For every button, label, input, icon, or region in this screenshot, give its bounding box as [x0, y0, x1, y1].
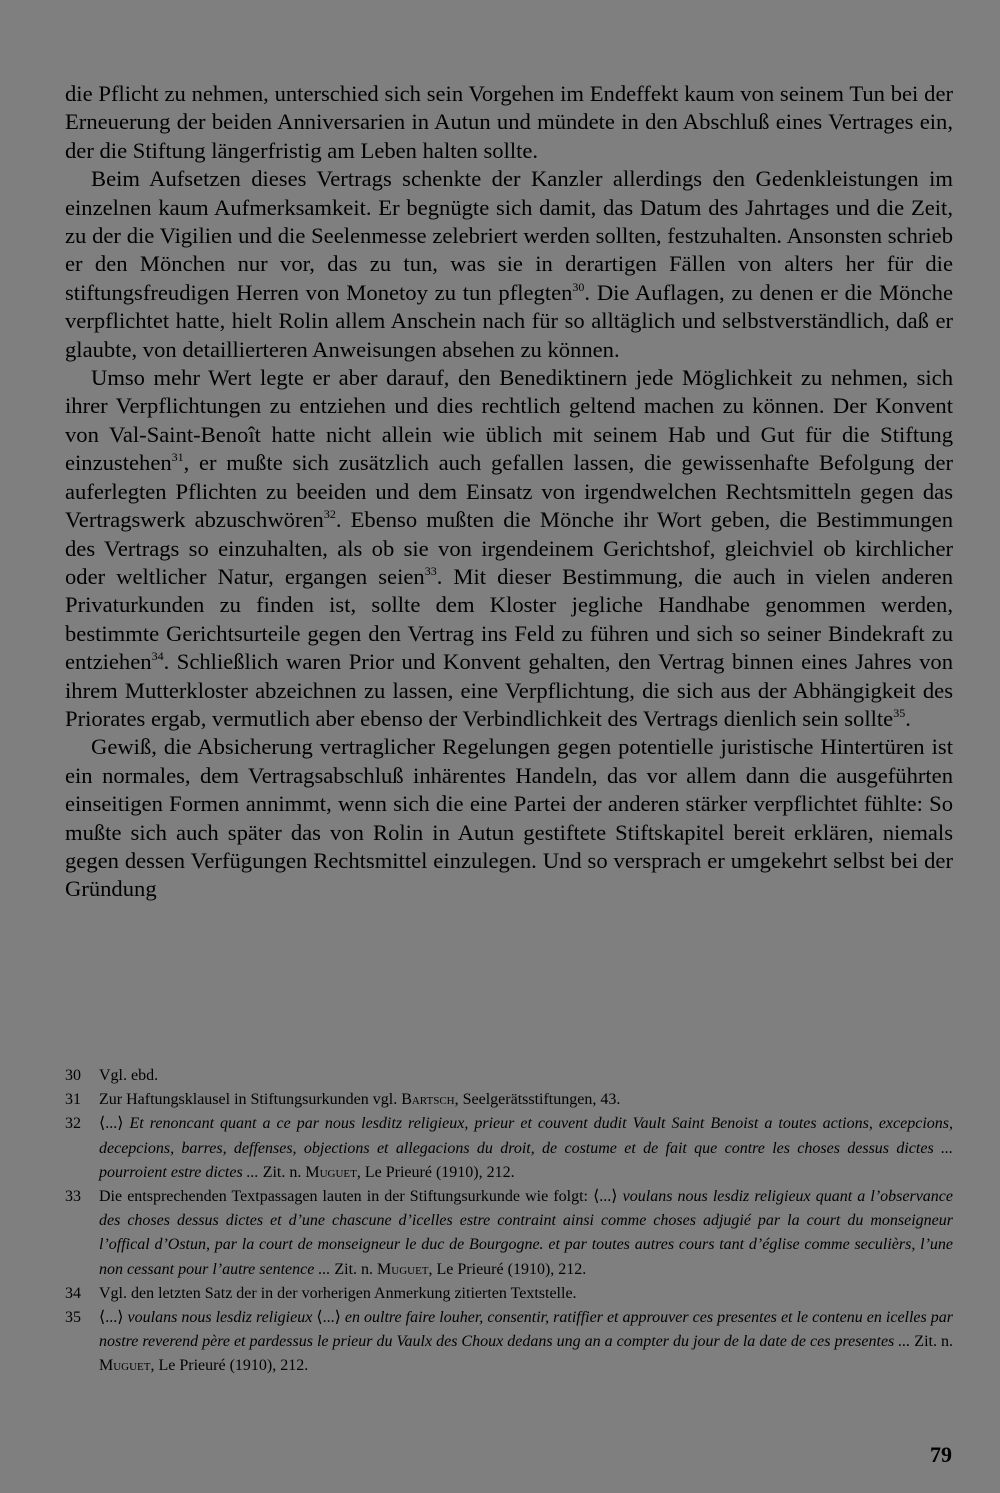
paragraph-3-text-e: . Schließlich waren Prior und Konvent gehalten, den Vertrag binnen eines Jahres von ihrem Mutterkloster abzeichnen zu lassen, eine Verpflichtung, die sich aus der Abhängigkeit des Priorates ergab, vermutlich aber ebenso der Verbindlichkeit des Vertrags dienlich sein sollte: [65, 649, 953, 731]
footnote-ref-30[interactable]: 30: [572, 279, 585, 294]
footnote-31: [65, 1088, 953, 1112]
paragraph-1: [65, 80, 953, 165]
paragraph-3-text-f: .: [905, 705, 911, 731]
footnote-ref-34[interactable]: 34: [151, 649, 164, 664]
author-name: Muguet: [99, 1357, 151, 1375]
footnote-34: [65, 1282, 953, 1306]
paragraph-3-text-c: . Ebenso mußten die Mönche ihr Wort geben, die Bestimmungen des Vertrags so einzuhalten, als ob sie von irgendeinem Gerichtshof, gleichviel ob kirchlicher oder weltlicher Natur, ergangen seien: [65, 507, 954, 589]
footnote-text: Zit. n.: [258, 1163, 306, 1181]
paragraph-2: [65, 165, 953, 364]
quoted-source-text: voulans nous lesdiz religieux quant a l’observance des choses dessus dictes et d’une chascune d’icelles estre contraint ainsi comme choses adjugié par la court du monseigneur l’offical d’Ostun, par la court de monseigneur le duc de Bourgogne. et par toutes autres cours tant d’église comme seculièrs, l’une non cessant pour l’autre sentence ...: [99, 1188, 954, 1278]
footnote-33: [65, 1185, 953, 1282]
footnote-number: 32: [65, 1115, 81, 1133]
footnote-number: 31: [65, 1091, 81, 1109]
footnote-text: ⟨...⟩: [99, 1115, 130, 1133]
footnote-ref-35[interactable]: 35: [893, 705, 906, 720]
footnote-text: , Le Prieuré (1910), 212.: [356, 1163, 515, 1181]
paragraph-1-text: die Pflicht zu nehmen, unterschied sich sein Vorgehen im Endeffekt kaum von seinem Tun bei der Erneuerung der beiden Anniversarien in Autun und mündete in den Abschluß eines Vertrages ein, der die Stiftung längerfristig am Leben halten sollte.: [65, 81, 953, 163]
footnote-text: Zur Haftungsklausel in Stiftungsurkunden vgl.: [99, 1091, 402, 1109]
quoted-source-text: en oultre faire louher, consentir, ratiffier et approuver ces presentes et le contenu en icelles par nostre reverend père et pardessus le prieur du Vaulx des Choux dedans ung an a compter du jour de la date de ces presentes ...: [99, 1309, 954, 1351]
paragraph-3-text-a: Umso mehr Wert legte er aber darauf, den Benediktinern jede Möglichkeit zu nehmen, sich ihrer Verpflichtungen zu entziehen und dies rechtlich geltend machen zu können. Der Konvent von Val-Saint-Benoît hatte nicht allein wie üblich mit seinem Hab und Gut für die Stiftung einzustehen: [65, 365, 953, 476]
footnote-text: ⟨...⟩: [99, 1309, 128, 1327]
footnote-ref-32[interactable]: 32: [323, 507, 336, 522]
footnote-text: Vgl. den letzten Satz der in der vorherigen Anmerkung zitierten Textstelle.: [99, 1284, 577, 1302]
footnote-text: Die entsprechenden Textpassagen lauten in der Stiftungsurkunde wie folgt: ⟨...⟩: [99, 1188, 623, 1206]
quoted-source-text: voulans nous lesdiz religieux: [127, 1309, 313, 1327]
footnote-text: Zit. n.: [330, 1260, 378, 1278]
main-text: [65, 80, 953, 904]
paragraph-4: [65, 733, 953, 903]
footnote-number: 33: [65, 1188, 81, 1206]
paragraph-3: [65, 364, 953, 733]
footnote-text: Vgl. ebd.: [99, 1067, 159, 1084]
footnote-ref-31[interactable]: 31: [171, 450, 184, 465]
footnote-ref-33[interactable]: 33: [424, 563, 437, 578]
footnote-32: [65, 1112, 953, 1185]
footnote-number: 30: [65, 1067, 81, 1084]
footnotes: [65, 1064, 953, 1379]
page-number: 79: [930, 1442, 952, 1467]
paragraph-2-text-a: Beim Aufsetzen dieses Vertrags schenkte der Kanzler allerdings den Gedenkleistungen im einzelnen kaum Aufmerksamkeit. Er begnügte sich damit, das Datum des Jahrtages und die Zeit, zu der die Vigilien und die Seelenmesse zelebriert werden sollten, festzuhalten. Ansonsten schrieb er den Mönchen nur vor, das zu tun, was sie in derartigen Fällen von alters her für die stiftungsfreudigen Herren von Monetoy zu tun pflegten: [65, 166, 953, 305]
footnote-number: 35: [65, 1309, 81, 1327]
footnote-text: , Seelgerätsstiftungen, 43.: [454, 1091, 621, 1109]
footnote-35: [65, 1306, 953, 1379]
paragraph-2-text-b: . Die Auflagen, zu denen er die Mönche verpflichtet hatte, hielt Rolin allem Anschein nach für so alltäglich und selbstverständlich, daß er glaubte, von detaillierteren Anweisungen absehen zu können.: [65, 279, 953, 362]
footnote-number: 34: [65, 1284, 81, 1302]
footnote-text: ⟨...⟩: [312, 1309, 345, 1327]
paragraph-4-text: Gewiß, die Absicherung vertraglicher Regelungen gegen potentielle juristische Hintertüren ist ein normales, dem Vertragsabschluß inhärentes Handeln, das vor allem dann die ausgeführten einseitigen Formen annimmt, wenn sich die eine Partei der anderen stärker verpflichtet fühlte: So mußte sich auch später das von Rolin in Autun gestiftete Stiftskapitel bereit erklären, niemals gegen dessen Verfügungen Rechtsmittel einzulegen. Und so versprach er umgekehrt selbst bei der Gründung: [65, 734, 953, 902]
footnote-text: , Le Prieuré (1910), 212.: [428, 1260, 587, 1278]
author-name: Muguet: [305, 1163, 357, 1181]
author-name: Bartsch: [401, 1091, 455, 1109]
paragraph-3-text-b: , er mußte sich zusätzlich auch gefallen lassen, die gewissenhafte Befolgung der auferlegten Pflichten zu beeiden und dem Einsatz von irgendwelchen Rechtsmitteln gegen das Vertragswerk abzuschwören: [65, 450, 953, 533]
author-name: Muguet: [377, 1260, 429, 1278]
footnote-30: [65, 1064, 953, 1088]
quoted-source-text: Et renoncant quant a ce par nous lesditz religieux, prieur et couvent dudit Vault Saint Benoist a toutes actions, excepcions, decepcions, barres, deffenses, objections et allegacions du droit, de costume et de fait que contre les choses dessus dictes ... pourroient estre dictes ...: [99, 1115, 954, 1181]
footnote-text: , Le Prieuré (1910), 212.: [150, 1357, 309, 1375]
footnote-text: Zit. n.: [910, 1333, 953, 1351]
paragraph-3-text-d: . Mit dieser Bestimmung, die auch in vielen anderen Privaturkunden zu finden ist, sollte dem Kloster jegliche Handhabe genommen werden, bestimmte Gerichtsurteile gegen den Vertrag ins Feld zu führen und sich so seiner Bindekraft zu entziehen: [65, 563, 953, 675]
